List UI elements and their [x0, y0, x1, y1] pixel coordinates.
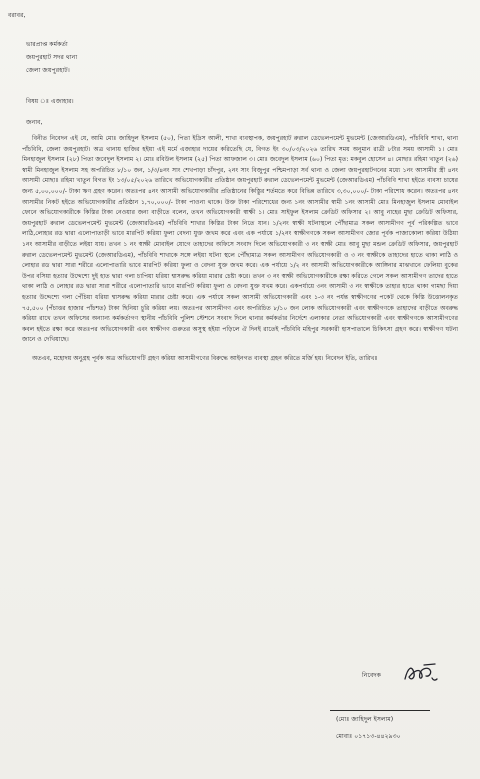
letter-body	[22, 134, 458, 364]
signature-label: নিবেদক	[362, 672, 381, 679]
signature-rule	[330, 710, 430, 711]
signature-phone: মোবাঃ ০১৭১৩-৪৪২৯৩০	[336, 733, 401, 740]
handwritten-signature	[402, 661, 438, 687]
addressee-line: জেলা জয়পুরহাট।	[26, 67, 70, 74]
salutation: জনাব,	[26, 119, 43, 126]
addressee-line: ভারপ্রাপ্ত কর্মকর্তা	[26, 41, 68, 48]
addressee-line: জয়পুরহাট সদর থানা	[26, 54, 78, 61]
signature-name: (মোঃ জাহিদুল ইসলাম)	[336, 716, 394, 723]
body-paragraph: অতএব, মহোদয় অনুগ্রহ পূর্বক অত্র অভিযোগটি গ্রহণ করিয়া আসামীগণের বিরুদ্ধে আইনগত ব্যবস্থা গ্রহন করিতে মর্জি হয়। নিবেদন ইতি, তারিখঃ	[32, 354, 378, 362]
body-paragraph: বিনীত নিবেদন এই যে, আমি মোঃ জাহিদুল ইসলাম (৫০), পিতা ইদ্রিস আলী, শাখা ব্যবস্থাপক, জয়পুরহাট রুরাল ডেভেলপমেন্ট মুভমেন্ট (জেআরডিএম), পাঁচবিবি শাখা, থানা পাঁচবিবি, জেলা জয়পুরহাট। অত্র থানায় হাজির হইয়া এই মর্মে এজাহার দায়ের করিতেছি যে, বিগত ইং ৩০/০৩/২০২৬ তারিখ সময় অনুমান রাত্রী ৮টার সময় আসামী ১। মোঃ মিনহাজুল ইসলাম (২৮) পিতা জবেদুল ইসলাম ২। মোঃ রবিউল ইসলাম (২৫) পিতা আফজাল ৩। মোঃ জবেদুল ইসলাম (৬০) পিতা মৃত: মকবুল হোসেন ৪। মোছাঃ রহিমা খাতুন (২৬) স্বামী মিনহাজুল ইসলাম সহ অপরিচিত ৮/১০ জন, ১/৩/৪নং সাং শেখপাড়া চাঁদপুর, ২নং সাং বিজুপুর পশ্চিমপাড়া সর্ব থানা ও জেলা জয়পুরহাটগনের মধ্যে ১নং আসামীর স্ত্রী ৪নং আসামী মোছাঃ রহিমা খাতুন বিগত ইং ১৩/০৫/২০২৬ তারিখে অভিযোগকারীর প্রতিষ্ঠান জয়পুরহাট রুরাল ডেভেলপমেন্ট মুভমেন্ট (জেআরডিএম) পাঁচবিবি শাখা হইতে ব্যবসা চাষের জন্য ৫,০০,০০০/- টাকা ঋণ গ্রহণ করেন। অতঃপর ৪নং আসামী অভিযোগকারীর প্রতিষ্ঠানের কিস্তুির শর্তমতে করে বিভিন্ন তারিখে ৩,৩০,০০০/- টাকা পরিশোধ করেন। অতঃপর ৪নং আসামীর নিকট হইতে অভিযোগকারীর প্রতিষ্ঠান ১,৭০,০০০/- টাকা পাওনা থাকে। উক্ত টাকা পরিশোধের জন্য ১নং আসামীর স্বামী ১নং আসামী মোঃ মিনহাজুল ইসলাম মোবাইল ফোনে অভিযোগকারীকে কিস্তির টাকা নেওয়ার জন্য বাড়ীতে বলেন, তখন অভিযোগকারী স্বাক্ষী ১। মোঃ সাইফুল ইসলাম ক্রেডিট অফিসার ২। আবু নাহের মুছা ক্রেডিট অফিসার, জয়পুরহাট রুরাল ডেভেলপমেন্ট মুভমেন্ট (জেআরডিএম) পাঁচবিবি শাখার কিস্তির টাকা নিতে যান। ১/২নং স্বাক্ষী ঘটনাস্থলে পৌঁছামাত্র সকল আসামীগণ পূর্ব পরিকল্পিত ভাবে লাঠি,লোহার রড দ্বারা এলোপাতাড়ী ভাবে মারপিট করিয়া ফুলা বেদনা যুক্ত জখম করে এবং এক পর্যায়ে ১/২নং স্বাক্ষীগণকে সকল আসামীগণ জোর পূর্বক পাজাকোলা করিয়া উঠিয়া ১নং আসামীর বাড়ীতে লইয়া যায়। তখন ১ নং স্বাক্ষী মোবাইল যোগে তাহাদের অফিসে সংবাদ দিলে অভিযোগকারী ৩ নং স্বাক্ষী মোঃ আবু মুছা মন্ডল ক্রেডিট অফিসার, জয়পুরহাট রুরাল ডেভেলপমেন্ট মুভমেন্ট (জেআরডিএম), পাঁচবিবি শাখাকে সঙ্গে লইয়া ঘটনা স্থলে পৌঁছামাত্র সকল আসামীগণ অভিযোগকারী ও ৩ নং স্বাক্ষীকে তাহাদের হাতে থাকা লাঠি ও লোহার রড দ্বারা সারা শরীরে এলোপাতারি ভাবে মারপিট করিয়া ফুলা ও বেদনা যুক্ত জখম করে। এক পর্যায়ে ১/২ নং আসামী অভিযোগকারীকে আঙ্গিনার মাঝখানে ফেলিয়া বুকের উপর বসিয়া হত্যার উদ্দেশ্যে দুই হাত দ্বারা গলা চাপিয়া ধরিয়া শ্বাসরুদ্ধ করিয়া মারার চেষ্টা করে। তখন ৩ নং স্বাক্ষী অভিযোগকারীকে রক্ষা করিতে গেলে সকল আসামীগণ তাদের হাতে থাকা লাঠি ও লোহার রড দ্বারা সারা শরীরে এলোপাতারি ভাবে মারপিট করিয়া ফুলা ও বেদনা যুক্ত যখম করে। একপর্যায়ে ৩নং আসামী ৩ নং স্বাক্ষীকে তাহার হাতে থাকা গামছা দিয়া হত্যার উদ্দেশ্যে গলা পেঁচিয়া ধরিয়া শ্বাসরুদ্ধ করিয়া মারার চেষ্টা করে। এক পর্যায়ে সকল আসামী অভিযোগকারী এবং ১-৩ নং পর্যন্ত স্বাক্ষীগণের পকেট থেকে কিস্তি উত্তোলনকৃত ৭৫,৫০০ (পঁচাত্তর হাজার পাঁচশত) টাকা ছিনিয়া চুরি করিয়া লয়। অতঃপর আসামীগণ এবং অপরিচিত ৮/১০ জন লোক অভিযোগকারী এবং স্বাক্ষীগণকে তাহাদের বাড়ীতে অবরুদ্ধ করিয়া রাখে তখন অফিসের অন্যান্য কর্মকর্তাগণ স্থানীয় পাঁচবিবি পুলিশ স্টেশনে সংবাদ দিলে থানার কর্মকর্তার নির্দেশে এলাকার নেতা অভিযোগকারী এবং স্বাক্ষীগণকে আসামীগণের কবল হইতে রক্ষা করে অতঃপর অভিযোগকারী এবং স্বাক্ষীগণ গুরুতর অসুস্থ হইয়া পড়িলে ঐ দিনই রাতেই পাঁচবিবি মহিপুর সরকারী হাসপাতালে চিকিৎসা গ্রহণ করে। স্বাক্ষীগণ ঘটনা জানে ও দেখিয়াছে।	[22, 135, 458, 344]
subject-line: বিষয় ঃ এজাহার।	[26, 98, 74, 105]
addressee-to: বরাবর,	[8, 12, 26, 19]
